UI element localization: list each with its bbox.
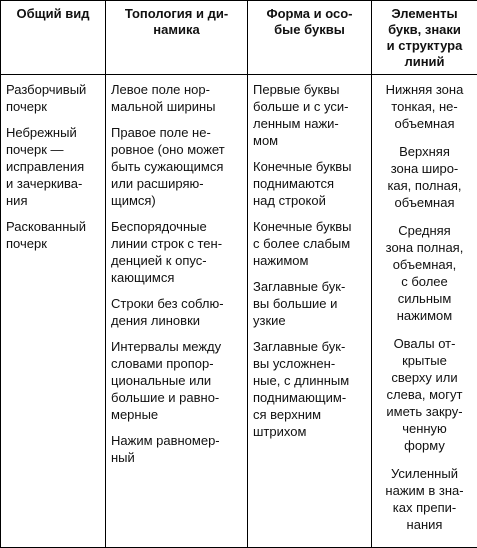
table-cell-entry: Раскованный почерк	[6, 218, 100, 252]
table-header-row	[1, 1, 477, 75]
table-cell-entry: Нажим равномер- ный	[111, 432, 242, 466]
table-cell-entry: Беспорядочные линии строк с тен- денцией к опус- кающимся	[111, 218, 242, 286]
header-label: Общий вид	[6, 6, 100, 22]
table-cell-entry: Правое поле не- ровное (оно может быть сужающимся или расширяю- щимся)	[111, 124, 242, 209]
column-form-special-letters	[248, 75, 372, 548]
table-cell-entry: Небрежный почерк — исправления и зачеркива- ния	[6, 124, 100, 209]
table-cell-entry: Верхняя зона широ- кая, полная, объемная	[377, 143, 472, 211]
table-cell-entry: Конечные буквы с более слабым нажимом	[253, 218, 366, 269]
header-topology-dynamics	[106, 1, 248, 75]
table-cell-entry: Разборчивый почерк	[6, 81, 100, 115]
header-label: Форма и осо- бые буквы	[253, 6, 366, 38]
table-cell-entry: Овалы от- крытые сверху или слева, могут иметь закру- ченную форму	[377, 335, 472, 454]
table-cell-entry: Заглавные бук- вы большие и узкие	[253, 278, 366, 329]
table-body-row	[1, 75, 477, 548]
table-cell-entry: Конечные буквы поднимаются над строкой	[253, 158, 366, 209]
table-cell-entry: Первые буквы больше и с уси- ленным нажи- мом	[253, 81, 366, 149]
header-form-special-letters	[248, 1, 372, 75]
column-topology-dynamics	[106, 75, 248, 548]
column-general-view	[1, 75, 106, 548]
table-cell-entry: Левое поле нор- мальной ширины	[111, 81, 242, 115]
table-cell-entry: Интервалы между словами пропор- циональные или большие и равно- мерные	[111, 338, 242, 423]
header-general-view	[1, 1, 106, 75]
header-label: Топология и ди- намика	[111, 6, 242, 38]
table-cell-entry: Усиленный нажим в зна- ках препи- нания	[377, 465, 472, 533]
table-cell-entry: Заглавные бук- вы усложнен- ные, с длинным поднимающим- ся верхним штрихом	[253, 338, 366, 440]
table-cell-entry: Нижняя зона тонкая, не- объемная	[377, 81, 472, 132]
header-letter-elements	[372, 1, 477, 75]
table-cell-entry: Средняя зона полная, объемная, с более сильным нажимом	[377, 222, 472, 324]
table-cell-entry: Строки без соблю- дения линовки	[111, 295, 242, 329]
column-letter-elements	[372, 75, 477, 548]
header-label: Элементы букв, знаки и структура линий	[377, 6, 472, 70]
